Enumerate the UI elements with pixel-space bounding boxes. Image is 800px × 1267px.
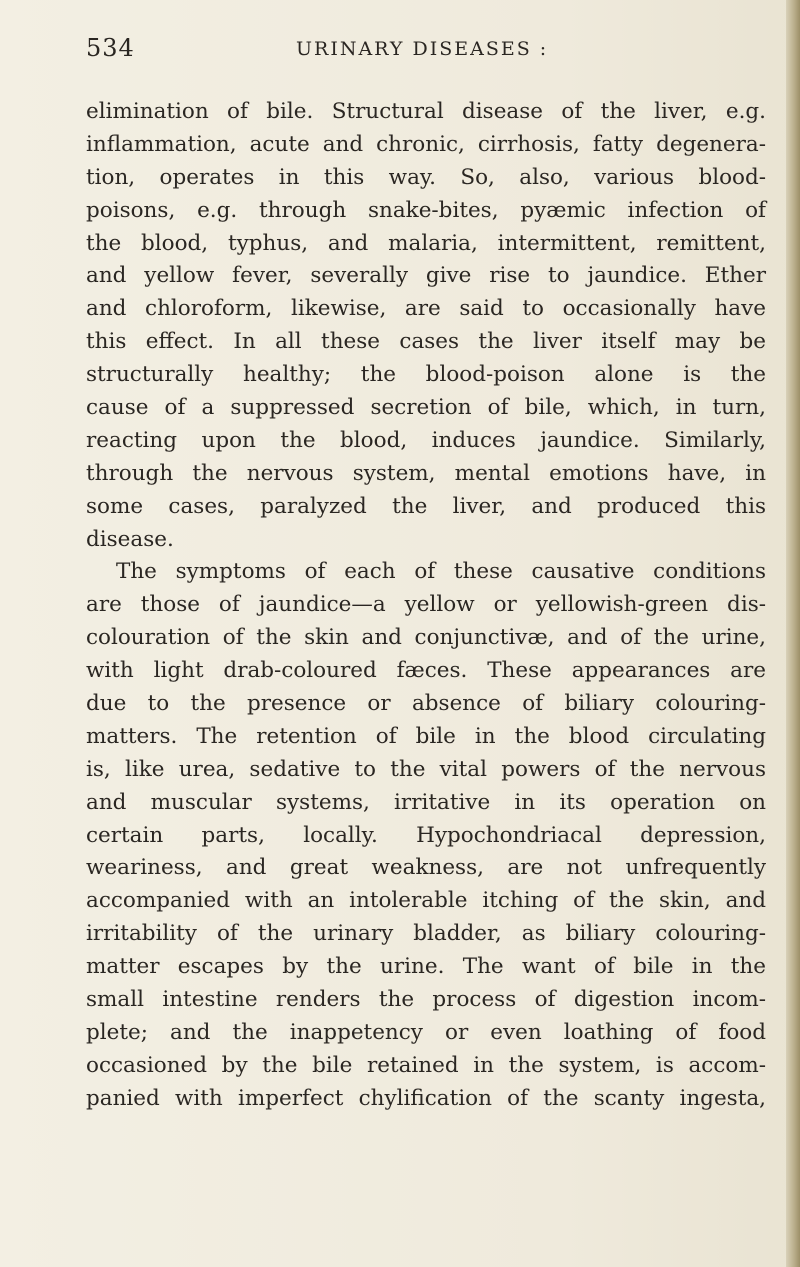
text-line: poisons, e.g. through snake-bites, pyæmic infection of xyxy=(86,197,766,223)
page-number: 534 xyxy=(86,34,135,62)
text-line: and yellow fever, severally give rise to jaundice. Ether xyxy=(86,263,766,289)
text-line: panied with imperfect chylification of the scanty ingesta, xyxy=(86,1085,766,1111)
text-line: and chloroform, likewise, are said to occasionally have xyxy=(86,296,766,322)
text-line: plete; and the inappetency or even loathing of food xyxy=(86,1019,766,1045)
text-line: colouration of the skin and conjunctivæ, and of the urine, xyxy=(86,625,766,651)
body-text xyxy=(86,96,766,1116)
text-line: structurally healthy; the blood-poison alone is the xyxy=(86,362,766,388)
text-line: with light drab-coloured fæces. These appearances are xyxy=(86,658,766,684)
text-line: irritability of the urinary bladder, as biliary colouring- xyxy=(86,921,766,947)
text-line: elimination of bile. Structural disease of the liver, e.g. xyxy=(86,99,766,124)
text-line: reacting upon the blood, induces jaundice. Similarly, xyxy=(86,427,766,453)
text-line: weariness, and great weakness, are not unfrequently xyxy=(86,855,766,881)
text-line: the blood, typhus, and malaria, intermittent, remittent, xyxy=(86,230,766,256)
text-line: accompanied with an intolerable itching of the skin, and xyxy=(86,888,766,914)
text-line: certain parts, locally. Hypochondriacal depression, xyxy=(86,822,766,848)
text-line: inflammation, acute and chronic, cirrhosis, fatty degenera- xyxy=(86,131,766,157)
text-line: matters. The retention of bile in the blood circulating xyxy=(86,723,766,749)
text-line: tion, operates in this way. So, also, various blood- xyxy=(86,164,766,190)
text-line: occasioned by the bile retained in the system, is accom- xyxy=(86,1052,766,1078)
text-line: small intestine renders the process of digestion incom- xyxy=(86,987,766,1013)
paragraph-start-line: The symptoms of each of these causative conditions xyxy=(116,559,766,585)
text-line: cause of a suppressed secretion of bile, which, in turn, xyxy=(86,395,766,421)
page-header xyxy=(86,34,756,74)
text-line: some cases, paralyzed the liver, and produced this xyxy=(86,493,766,519)
running-head: URINARY DISEASES : xyxy=(296,38,549,60)
text-line: are those of jaundice—a yellow or yellowish-green dis- xyxy=(86,592,766,618)
text-line: and muscular systems, irritative in its operation on xyxy=(86,789,766,815)
text-line: due to the presence or absence of biliary colouring- xyxy=(86,691,766,717)
text-line: is, like urea, sedative to the vital powers of the nervous xyxy=(86,756,766,782)
text-line: this effect. In all these cases the liver itself may be xyxy=(86,329,766,355)
text-line: matter escapes by the urine. The want of bile in the xyxy=(86,954,766,980)
text-line: through the nervous system, mental emotions have, in xyxy=(86,460,766,486)
paragraph-end-line: disease. xyxy=(86,526,174,552)
page-edge-shadow xyxy=(786,0,800,1267)
